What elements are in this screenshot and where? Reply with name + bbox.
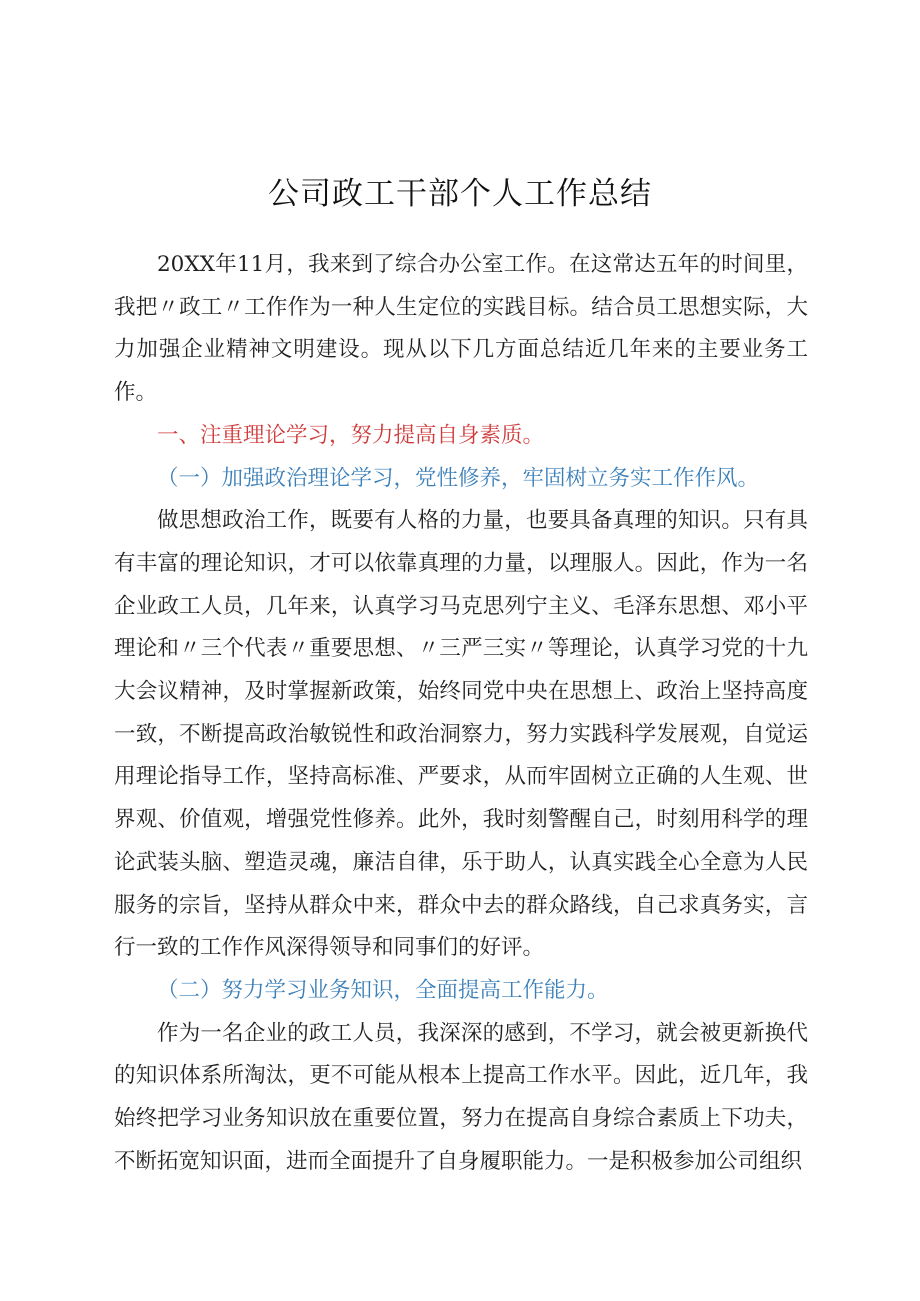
section-heading-1: 一、注重理论学习，努力提高自身素质。 (157, 422, 545, 448)
body-paragraph: 作为一名企业的政工人员，我深深的感到，不学习，就会被更新换代的知识体系所淘汰，更不可能从根本上提高工作水平。因此，近几年，我始终把学习业务知识放在重要位置，努力在提高自身综合素质上下功夫，不断拓宽知识面，进而全面提升了自身履职能力。一是积极参加公司组织 (114, 1020, 808, 1174)
subsection-heading-1: （一）加强政治理论学习，党性修养，牢固树立务实工作作风。 (157, 465, 760, 491)
body-paragraph: 做思想政治工作，既要有人格的力量，也要具备真理的知识。只有具有丰富的理论知识，才可以依靠真理的力量，以理服人。因此，作为一名企业政工人员，几年来，认真学习马克思列宁主义、毛泽东思想、邓小平理论和〃三个代表〃重要思想、〃三严三实〃等理论，认真学习党的十九大会议精神，及时掌握新政策，始终同党中央在思想上、政治上坚持高度一致，不断提高政治敏锐性和政治洞察力，努力实践科学发展观，自觉运用理论指导工作，坚持高标准、严要求，从而牢固树立正确的人生观、世界观、价值观，增强党性修养。此外，我时刻警醒自己，时刻用科学的理论武装头脑、塑造灵魂，廉洁自律，乐于助人，认真实践全心全意为人民服务的宗旨，坚持从群众中来，群众中去的群众路线，自己求真务实，言行一致的工作作风深得领导和同事们的好评。 (114, 508, 808, 961)
intro-paragraph: 20XX年11月，我来到了综合办公室工作。在这常达五年的时间里，我把〃政工〃工作作为一种人生定位的实践目标。结合员工思想实际，大力加强企业精神文明建设。现从以下几方面总结近几年来的主要业务工作。 (114, 252, 808, 406)
subsection-heading-2: （二）努力学习业务知识，全面提高工作能力。 (157, 977, 609, 1003)
document-title: 公司政工干部个人工作总结 (268, 176, 652, 212)
document-body (114, 244, 808, 1183)
